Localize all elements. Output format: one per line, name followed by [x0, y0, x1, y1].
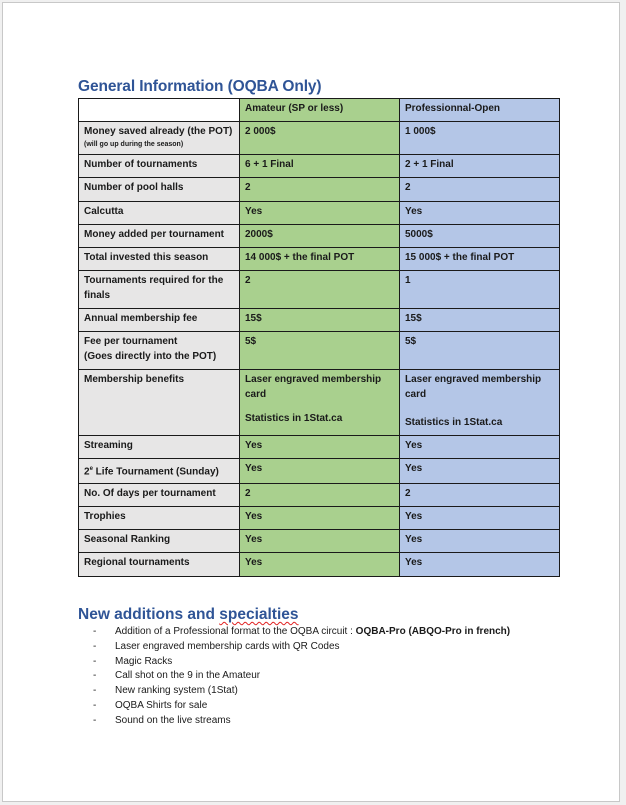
row-label: Trophies — [79, 506, 240, 529]
pro-value: Yes — [400, 552, 560, 576]
amateur-value: Yes — [240, 459, 400, 484]
amateur-value-2: Statistics in 1Stat.ca — [245, 413, 343, 424]
list-item: - New ranking system (1Stat) — [93, 684, 510, 699]
row-label: Number of pool halls — [79, 178, 240, 202]
amateur-value: 6 + 1 Final — [240, 155, 400, 178]
dash-bullet-icon: - — [93, 626, 97, 637]
table-row — [79, 459, 560, 484]
table-row — [79, 332, 560, 370]
heading-general-information: General Information (OQBA Only) — [78, 78, 322, 95]
list-item: - Sound on the live streams — [93, 714, 510, 729]
table-row — [79, 552, 560, 576]
amateur-value: Yes — [240, 529, 400, 552]
dash-bullet-icon: - — [93, 685, 97, 697]
amateur-value: 2 — [240, 178, 400, 202]
list-item: - Magic Racks — [93, 655, 510, 670]
header-cell-empty — [79, 99, 240, 122]
row-label-superscript: e — [89, 466, 93, 472]
dash-bullet-icon: - — [93, 670, 97, 682]
list-item: - Laser engraved membership cards with QR Codes — [93, 640, 510, 655]
pro-value: 5$ — [400, 332, 560, 370]
table-row — [79, 178, 560, 202]
row-sublabel: (will go up during the season) — [84, 140, 184, 148]
amateur-value: 14 000$ + the final POT — [240, 248, 400, 271]
pro-value: 2 + 1 Final — [400, 155, 560, 178]
row-label: No. Of days per tournament — [79, 483, 240, 506]
table-row — [79, 155, 560, 178]
table-row — [79, 529, 560, 552]
pro-value: 15 000$ + the final POT — [400, 248, 560, 271]
row-label: Regional tournaments — [79, 552, 240, 576]
pro-value: Yes — [400, 202, 560, 225]
dash-bullet-icon: - — [93, 714, 97, 726]
table-row — [79, 122, 560, 155]
row-label: Seasonal Ranking — [79, 529, 240, 552]
row-label: Total invested this season — [79, 248, 240, 271]
pro-value: Yes — [400, 506, 560, 529]
amateur-value: Yes — [240, 202, 400, 225]
header-professional: Professionnal-Open — [400, 99, 560, 122]
dash-bullet-icon: - — [93, 699, 97, 711]
amateur-value: 2 — [240, 271, 400, 309]
amateur-value: Laser engraved membership card — [245, 374, 382, 400]
row-label-prefix: 2 — [84, 466, 90, 478]
table-row — [79, 483, 560, 506]
pro-value-2: Statistics in 1Stat.ca — [405, 417, 503, 428]
table-row — [79, 506, 560, 529]
amateur-value: Yes — [240, 436, 400, 459]
list-item: - Call shot on the 9 in the Amateur — [93, 669, 510, 684]
row-label: Streaming — [79, 436, 240, 459]
table-row — [79, 271, 560, 309]
pro-value: 5000$ — [400, 225, 560, 248]
pro-value: 15$ — [400, 309, 560, 332]
amateur-value: 5$ — [240, 332, 400, 370]
table-row — [79, 225, 560, 248]
amateur-value: 2 — [240, 483, 400, 506]
row-label: Number of tournaments — [79, 155, 240, 178]
amateur-value: 2 000$ — [240, 122, 400, 155]
amateur-value: 2000$ — [240, 225, 400, 248]
row-label: Money saved already (the POT) — [84, 126, 233, 137]
dash-bullet-icon: - — [93, 640, 97, 652]
pro-value: Yes — [400, 459, 560, 484]
pro-value: Yes — [400, 436, 560, 459]
pro-value: 2 — [400, 178, 560, 202]
row-label: Money added per tournament — [79, 225, 240, 248]
header-amateur: Amateur (SP or less) — [240, 99, 400, 122]
row-label: Calcutta — [79, 202, 240, 225]
pro-value: 2 — [400, 483, 560, 506]
pro-value: Yes — [400, 529, 560, 552]
heading-new-additions: New additions and specialties — [78, 606, 299, 623]
pro-value: Laser engraved membership card — [405, 374, 542, 400]
table-row — [79, 248, 560, 271]
table-header-row — [79, 99, 560, 122]
general-info-table — [78, 98, 560, 577]
row-label: Fee per tournament — [84, 336, 178, 347]
pro-value: 1 000$ — [400, 122, 560, 155]
list-item: - OQBA Shirts for sale — [93, 699, 510, 714]
row-sublabel: (Goes directly into the POT) — [84, 350, 217, 362]
amateur-value: Yes — [240, 552, 400, 576]
dash-bullet-icon: - — [93, 655, 97, 667]
table-row — [79, 309, 560, 332]
row-label: Membership benefits — [79, 370, 240, 436]
row-label: Annual membership fee — [79, 309, 240, 332]
additions-list — [93, 625, 510, 729]
document-page — [2, 2, 620, 802]
amateur-value: Yes — [240, 506, 400, 529]
pro-value: 1 — [400, 271, 560, 309]
row-label: Life Tournament (Sunday) — [92, 466, 219, 478]
table-row — [79, 436, 560, 459]
amateur-value: 15$ — [240, 309, 400, 332]
list-item: - Addition of a Professional format to the OQBA circuit : OQBA-Pro (ABQO-Pro in french) — [93, 625, 510, 640]
table-row — [79, 370, 560, 436]
table-row — [79, 202, 560, 225]
row-label: Tournaments required for the finals — [79, 271, 240, 309]
